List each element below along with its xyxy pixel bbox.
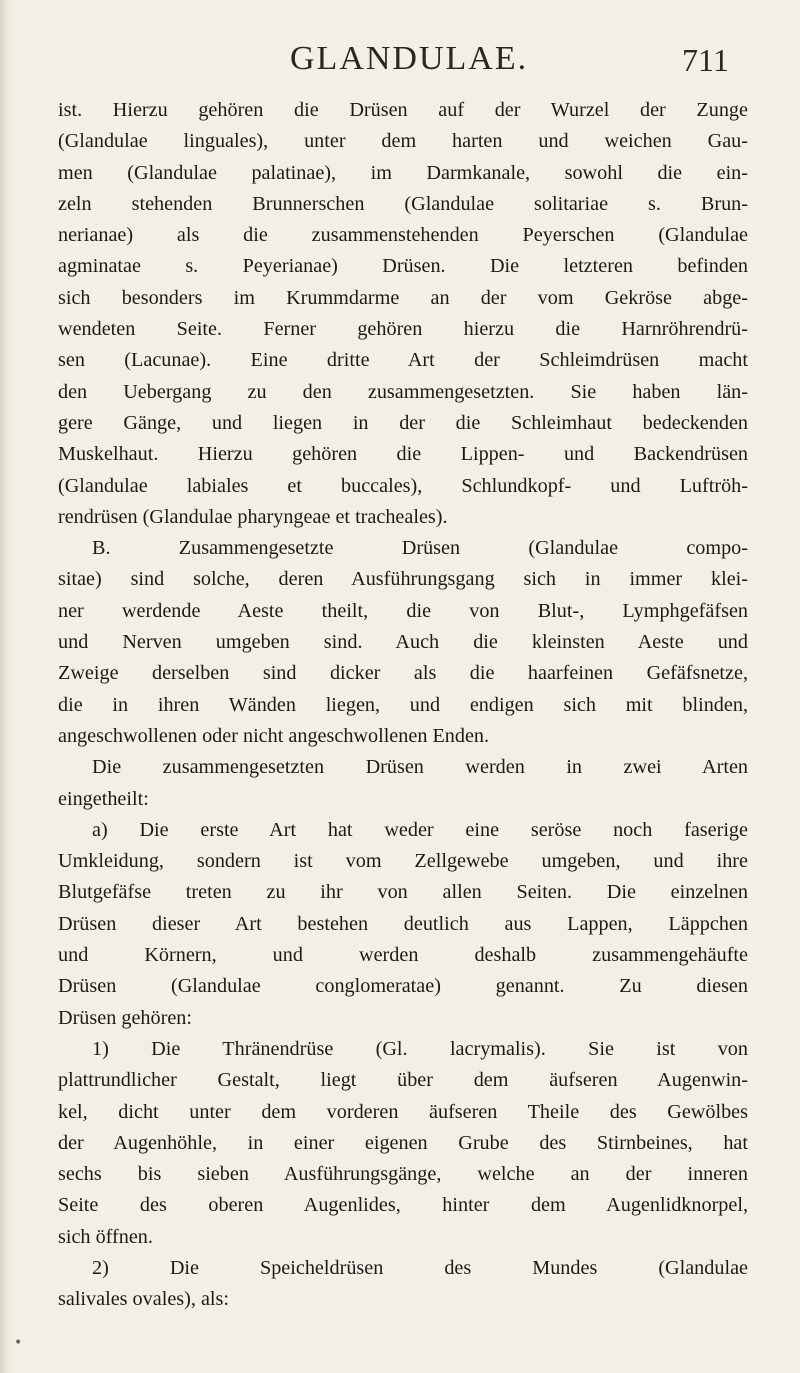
text-line: sitae) sind solche, deren Ausführungsgang sich in immer klei- [58,568,748,591]
text-line: die in ihren Wänden liegen, und endigen sich mit blinden, [58,693,748,716]
text-line: Blutgefäfse treten zu ihr von allen Seiten. Die einzelnen [58,881,748,904]
text-line: Drüsen dieser Art bestehen deutlich aus Lappen, Läppchen [58,912,748,935]
text-line: eingetheilt: [58,787,149,810]
body-text [58,95,748,1316]
text-line: agminatae s. Peyerianae) Drüsen. Die letzteren befinden [58,255,748,278]
text-line: nerianae) als die zusammenstehenden Peyerschen (Glandulae [58,224,748,247]
text-line: sich öffnen. [58,1225,153,1248]
text-line: Die zusammengesetzten Drüsen werden in zwei Arten [92,756,748,779]
margin-speck: • [14,1335,23,1351]
text-line: (Glandulae labiales et buccales), Schlundkopf- und Luftröh- [58,474,748,497]
text-line: B. Zusammengesetzte Drüsen (Glandulae compo- [92,537,748,560]
text-line: kel, dicht unter dem vorderen äufseren Theile des Gewölbes [58,1100,748,1123]
running-title: GLANDULAE. [290,40,529,77]
text-line: 2) Die Speicheldrüsen des Mundes (Glandulae [92,1256,748,1279]
text-line: ner werdende Aeste theilt, die von Blut-, Lymphgefäfsen [58,599,748,622]
text-line: plattrundlicher Gestalt, liegt über dem äufseren Augenwin- [58,1069,748,1092]
page-edge-shadow [0,0,10,1373]
text-line: (Glandulae linguales), unter dem harten und weichen Gau- [58,130,748,153]
text-line: Drüsen gehören: [58,1006,192,1029]
text-line: sich besonders im Krummdarme an der vom Gekröse abge- [58,286,748,309]
text-line: Zweige derselben sind dicker als die haarfeinen Gefäfsnetze, [58,662,748,685]
text-line: zeln stehenden Brunnerschen (Glandulae solitariae s. Brun- [58,192,748,215]
text-line: und Nerven umgeben sind. Auch die kleinsten Aeste und [58,631,748,654]
text-line: sen (Lacunae). Eine dritte Art der Schleimdrüsen macht [58,349,748,372]
text-line: Drüsen (Glandulae conglomeratae) genannt. Zu diesen [58,975,748,998]
text-line: men (Glandulae palatinae), im Darmkanale, sowohl die ein- [58,161,748,184]
text-line: sechs bis sieben Ausführungsgänge, welche an der inneren [58,1163,748,1186]
text-line: salivales ovales), als: [58,1288,229,1311]
text-line: angeschwollenen oder nicht angeschwollenen Enden. [58,724,490,747]
text-line: a) Die erste Art hat weder eine seröse noch faserige [92,818,748,841]
text-line: den Uebergang zu den zusammengesetzten. Sie haben län- [58,380,748,403]
text-line: rendrüsen (Glandulae pharyngeae et tracheales). [58,505,448,528]
page-header [0,40,800,88]
text-line: wendeten Seite. Ferner gehören hierzu die Harnröhrendrü- [58,318,748,341]
text-line: gere Gänge, und liegen in der die Schleimhaut bedeckenden [58,411,748,434]
page-number: 711 [682,42,729,78]
text-line: 1) Die Thränendrüse (Gl. lacrymalis). Sie ist von [92,1037,748,1060]
text-line: Muskelhaut. Hierzu gehören die Lippen- und Backendrüsen [58,443,748,466]
text-line: der Augenhöhle, in einer eigenen Grube des Stirnbeines, hat [58,1131,748,1154]
text-line: Umkleidung, sondern ist vom Zellgewebe umgeben, und ihre [58,850,748,873]
text-line: und Körnern, und werden deshalb zusammengehäufte [58,944,748,967]
text-line: ist. Hierzu gehören die Drüsen auf der Wurzel der Zunge [58,99,748,121]
text-line: Seite des oberen Augenlides, hinter dem Augenlidknorpel, [58,1194,748,1217]
